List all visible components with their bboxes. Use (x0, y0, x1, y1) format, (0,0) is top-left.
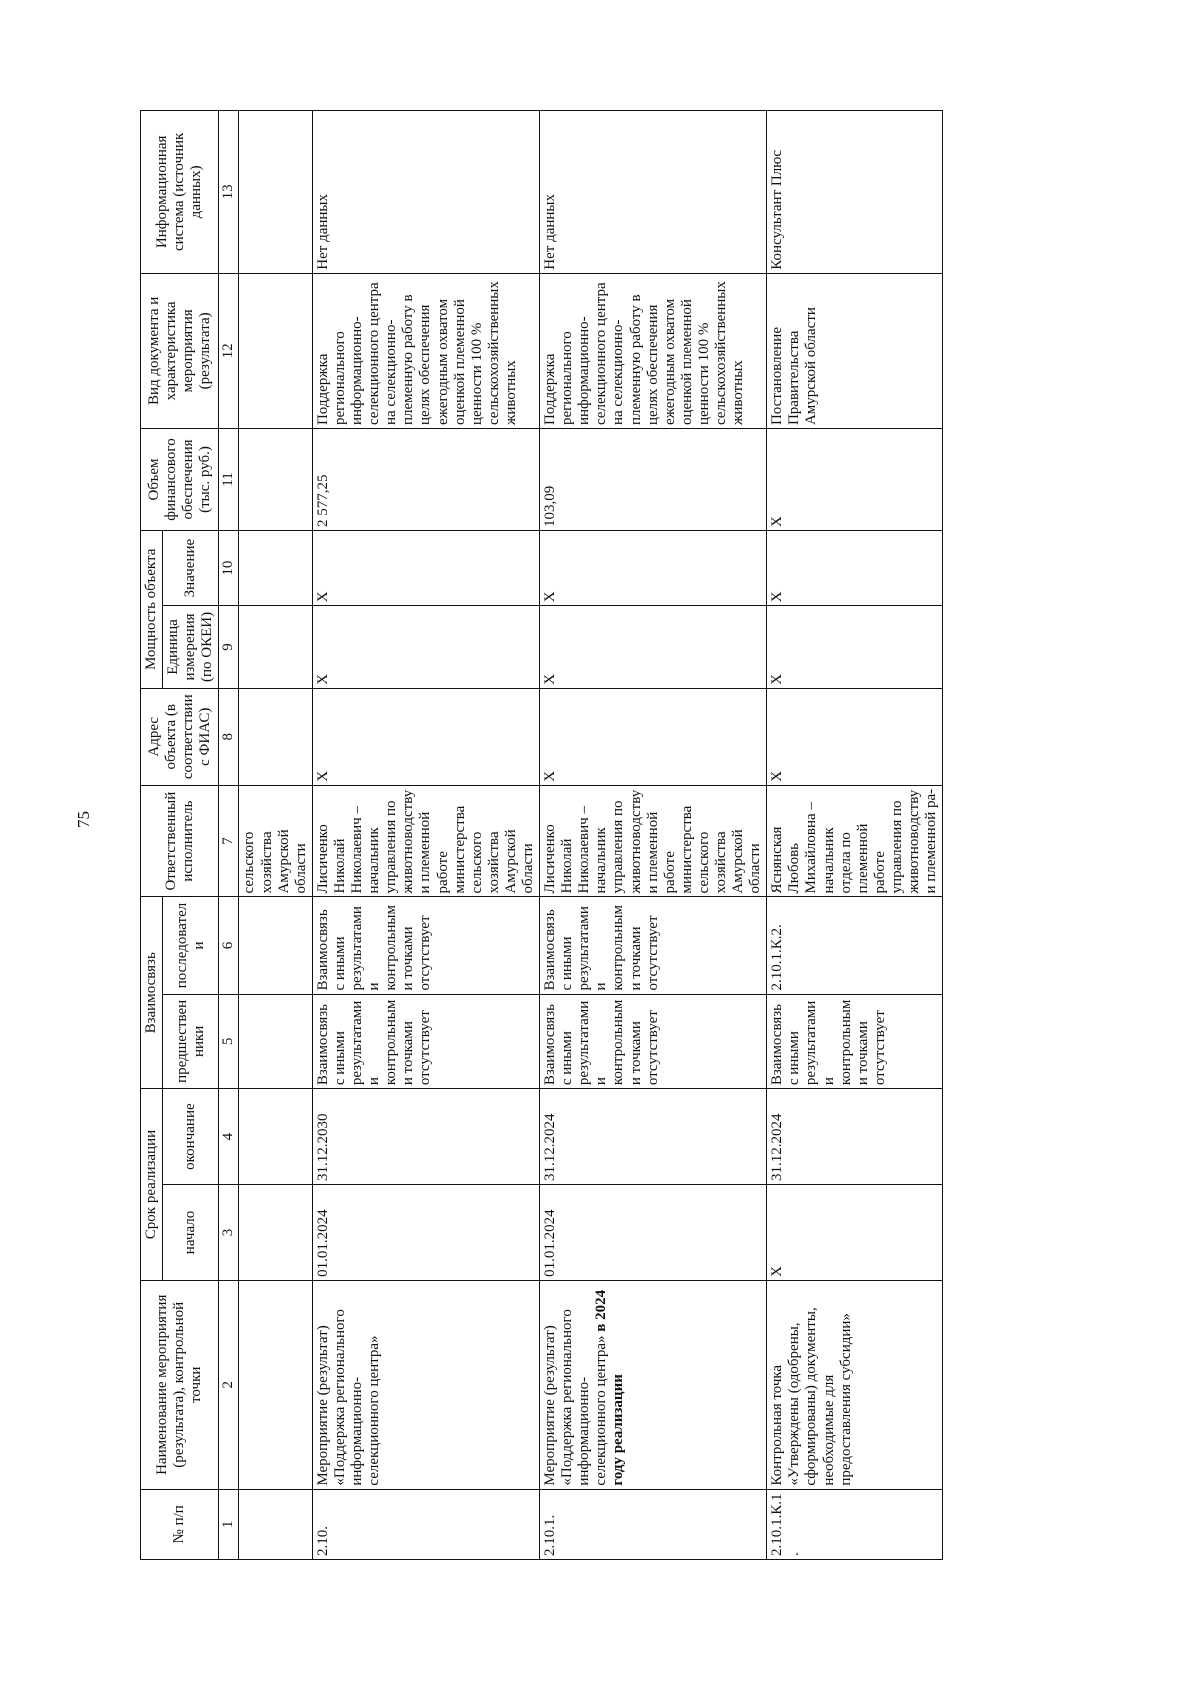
row-info: Нет данных (540, 111, 767, 274)
carryover-responsible: сельского хозяйства Амурской области (239, 785, 312, 897)
row-responsible: Яснянская Любовь Михайловна – начальник отдела по племенной работе управления по животноводству и племенной ра- (767, 785, 943, 897)
row-finance: 103,09 (540, 429, 767, 531)
header-power: Мощность объекта (141, 530, 163, 688)
row-name (540, 1280, 767, 1489)
header-link-prev: предшественники (163, 994, 219, 1089)
table-cell (239, 273, 312, 428)
column-number: 7 (219, 785, 239, 897)
row-end: 31.12.2024 (540, 1089, 767, 1185)
table-row (767, 111, 943, 1560)
row-address: X (312, 688, 539, 785)
table-cell (239, 994, 312, 1089)
row-value: X (312, 530, 539, 605)
table-cell (239, 606, 312, 689)
row-unit: X (540, 606, 767, 689)
activities-table (140, 110, 943, 1560)
table-cell (239, 429, 312, 531)
column-number: 4 (219, 1089, 239, 1185)
column-number: 12 (219, 273, 239, 428)
row-info: Нет данных (312, 111, 539, 274)
row-num: 2.10.1. (540, 1489, 767, 1559)
row-finance: 2 577,25 (312, 429, 539, 531)
header-address: Адрес объекта (в соответствии с ФИАС) (141, 688, 219, 785)
row-name: Мероприятие (результат) «Поддержка регионального информационно-селекционного центра» (312, 1280, 539, 1489)
row-end: 31.12.2030 (312, 1089, 539, 1185)
row-next: Взаимосвязь с иными результатами и контрольными точками отсутствует (312, 897, 539, 994)
column-number: 5 (219, 994, 239, 1089)
header-power-value: Значение (163, 530, 219, 605)
table-cell (239, 897, 312, 994)
header-term-start: начало (163, 1185, 219, 1281)
table-cell (239, 1280, 312, 1489)
row-value: X (540, 530, 767, 605)
row-unit: X (312, 606, 539, 689)
table-cell (239, 1489, 312, 1559)
header-responsible: Ответственный исполнитель (141, 785, 219, 897)
column-number: 3 (219, 1185, 239, 1281)
row-name: Контрольная точка «Утверждены (одобрены, сформированы) документы, необходимые для предоставления субсидии» (767, 1280, 943, 1489)
row-start: X (767, 1185, 943, 1281)
row-prev: Взаимосвязь с иными результатами и контрольными точками отсутствует (767, 994, 943, 1089)
table-cell (239, 688, 312, 785)
page-number: 75 (74, 811, 93, 828)
row-prev: Взаимосвязь с иными результатами и контрольными точками отсутствует (312, 994, 539, 1089)
table-cell (239, 1089, 312, 1185)
header-finance: Объем финансового обеспечения (тыс. руб.) (141, 429, 219, 531)
table-cell (239, 530, 312, 605)
row-value: X (767, 530, 943, 605)
row-address: X (540, 688, 767, 785)
row-prev: Взаимосвязь с иными результатами и контрольными точками отсутствует (540, 994, 767, 1089)
row-info: Консультант Плюс (767, 111, 943, 274)
header-name: Наименование мероприятия (результата), контрольной точки (141, 1280, 219, 1489)
header-link-next: последователи (163, 897, 219, 994)
header-link: Взаимосвязь (141, 897, 163, 1089)
column-number: 11 (219, 429, 239, 531)
table-cell (239, 111, 312, 274)
row-address: X (767, 688, 943, 785)
table-cell (239, 1185, 312, 1281)
row-document: Поддержка регионального информационно-селекционного центра на селекционно-племенную работу в целях обеспечения ежегодным охватом оценкой племенной ценности 100 % сельскохозяйственных животных (312, 273, 539, 428)
row-responsible: Лисиченко Николай Николаевич – начальник управления по животноводству и племенной работе министерства сельского хозяйства Амурской области (540, 785, 767, 897)
column-number: 1 (219, 1489, 239, 1559)
row-document: Поддержка регионального информационно-селекционного центра на селекционно-племенную работу в целях обеспечения ежегодным охватом оценкой племенной ценности 100 % сельскохозяйственных животных (540, 273, 767, 428)
header-document: Вид документа и характеристика мероприятия (результата) (141, 273, 219, 428)
header-info-system: Информационная система (источник данных) (141, 111, 219, 274)
row-next: Взаимосвязь с иными результатами и контрольными точками отсутствует (540, 897, 767, 994)
header-row-1 (141, 111, 163, 1560)
column-number: 8 (219, 688, 239, 785)
row-name-emphasis: в 2024 году реализации (593, 1289, 627, 1486)
row-start: 01.01.2024 (312, 1185, 539, 1281)
header-term-end: окончание (163, 1089, 219, 1185)
row-next: 2.10.1.К.2. (767, 897, 943, 994)
row-responsible: Лисиченко Николай Николаевич – начальник управления по животноводству и племенной работе министерства сельского хозяйства Амурской области (312, 785, 539, 897)
table-row (312, 111, 539, 1560)
header-power-unit: Единица измерения (по ОКЕИ) (163, 606, 219, 689)
header-term: Срок реализации (141, 1089, 163, 1281)
column-number-row (219, 111, 239, 1560)
row-document: Постановление Правительства Амурской области (767, 273, 943, 428)
column-number: 6 (219, 897, 239, 994)
row-start: 01.01.2024 (540, 1185, 767, 1281)
column-number: 13 (219, 111, 239, 274)
header-num: № п/п (141, 1489, 219, 1559)
table-row (540, 111, 767, 1560)
row-num: 2.10.1.К.1. (767, 1489, 943, 1559)
row-unit: X (767, 606, 943, 689)
row-name-text: Мероприятие (результат) «Поддержка регионального информационно-селекционного центра» (542, 1309, 610, 1486)
row-end: 31.12.2024 (767, 1089, 943, 1185)
column-number: 9 (219, 606, 239, 689)
column-number: 10 (219, 530, 239, 605)
carryover-row (239, 111, 312, 1560)
row-num: 2.10. (312, 1489, 539, 1559)
row-finance: X (767, 429, 943, 531)
column-number: 2 (219, 1280, 239, 1489)
